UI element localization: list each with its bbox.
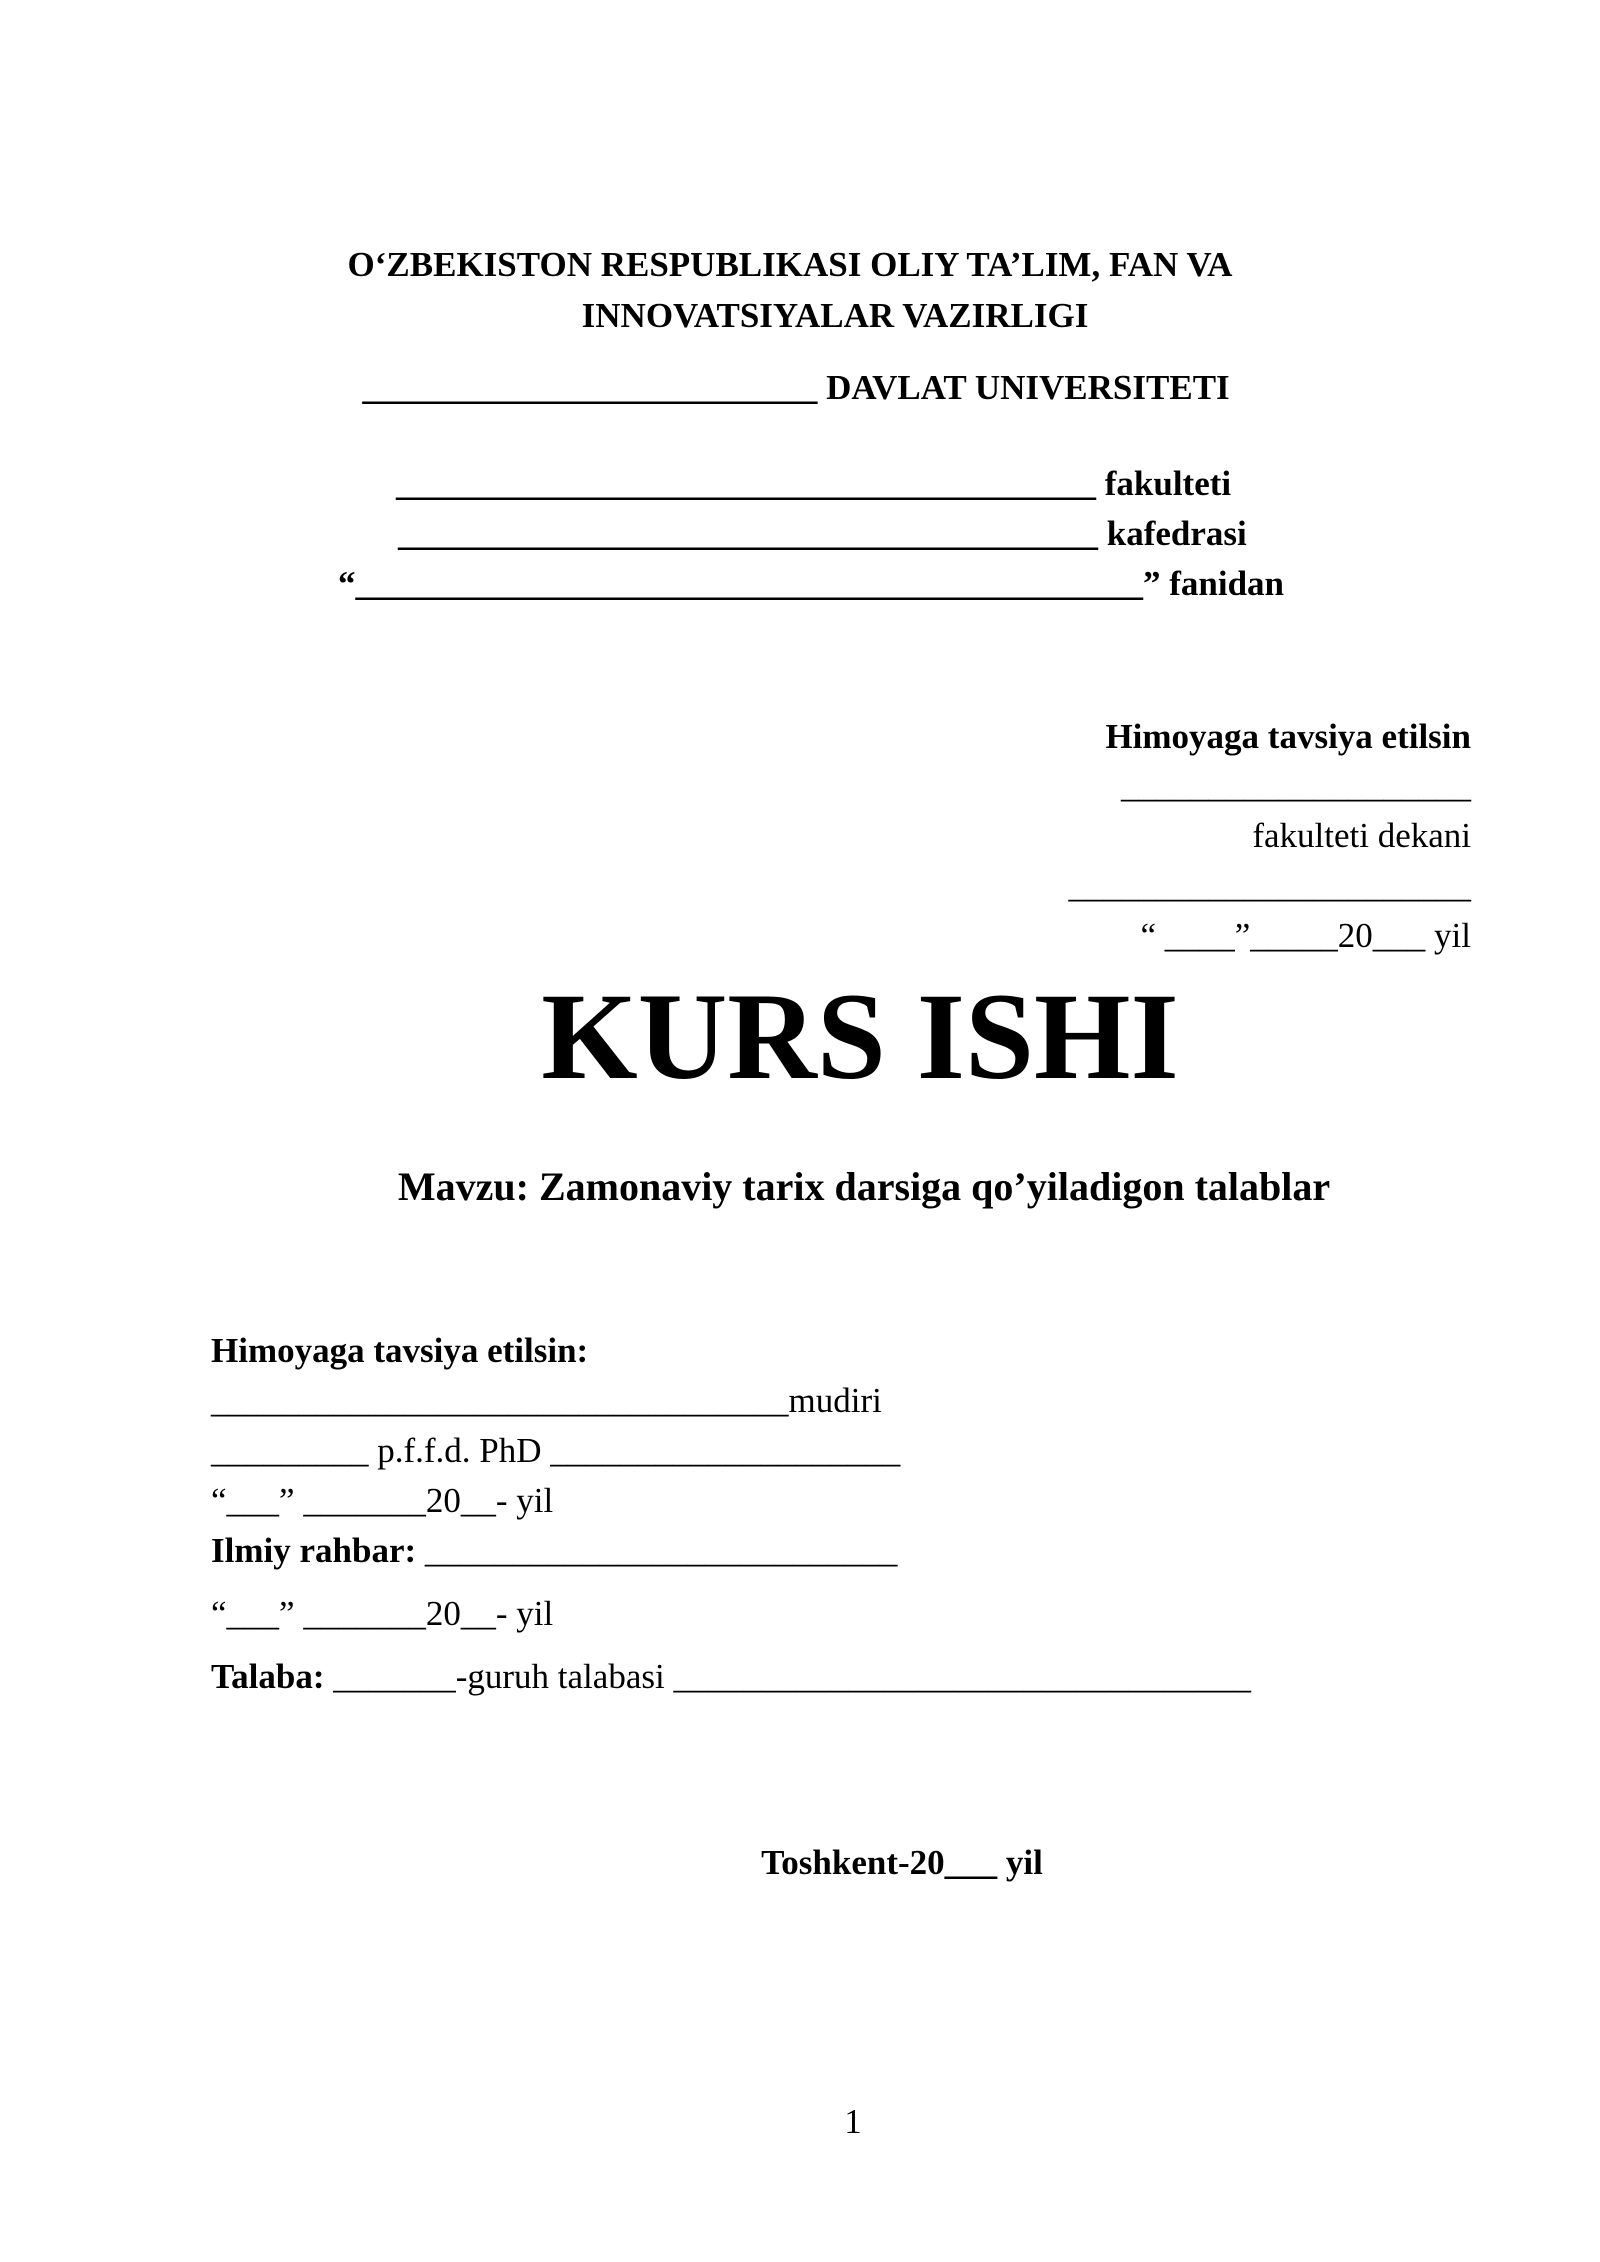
- faculty-line: ________________________________________ fakulteti: [396, 464, 1232, 503]
- university-line: __________________________ DAVLAT UNIVERSITETI: [362, 368, 1230, 407]
- document-title: KURS ISHI: [541, 968, 1179, 1105]
- student-label: Talaba:: [211, 1657, 325, 1696]
- topic-line: Mavzu: Zamonaviy tarix darsiga qo’yiladigon talablar: [397, 1164, 1331, 1209]
- student-row: [211, 1657, 1251, 1697]
- dean-approval-title: Himoyaga tavsiya etilsin: [1105, 717, 1471, 756]
- supervisor-label: Ilmiy rahbar:: [211, 1531, 417, 1570]
- dean-name-line: _______________________: [1068, 866, 1471, 905]
- supervisor-row: [211, 1531, 897, 1571]
- department-line: ________________________________________ kafedrasi: [398, 514, 1247, 553]
- page-number: 1: [844, 2102, 862, 2141]
- head-signature-line: _________________________________mudiri: [211, 1381, 882, 1420]
- subject-line: “_____________________________________________” fanidan: [338, 564, 1285, 603]
- city-year: Toshkent-20___ yil: [761, 1843, 1043, 1882]
- student-line: _______-guruh talabasi _________________________________: [324, 1657, 1251, 1696]
- degree-line: _________ p.f.f.d. PhD ____________________: [211, 1431, 901, 1470]
- ministry-line-1: O‘ZBEKISTON RESPUBLIKASI OLIY TA’LIM, FAN VA: [347, 245, 1233, 284]
- dean-role: fakulteti dekani: [1252, 816, 1471, 855]
- head-approval-date: “___” _______20__- yil: [211, 1481, 554, 1520]
- ministry-line-2: INNOVATSIYALAR VAZIRLIGI: [581, 296, 1089, 335]
- dean-signature-line: ____________________: [1121, 766, 1471, 805]
- supervisor-date: “___” _______20__- yil: [211, 1594, 554, 1633]
- dean-date: “ ____”_____20___ yil: [1140, 916, 1471, 955]
- supervisor-line: ___________________________: [416, 1531, 898, 1570]
- head-approval-title: Himoyaga tavsiya etilsin:: [211, 1331, 589, 1370]
